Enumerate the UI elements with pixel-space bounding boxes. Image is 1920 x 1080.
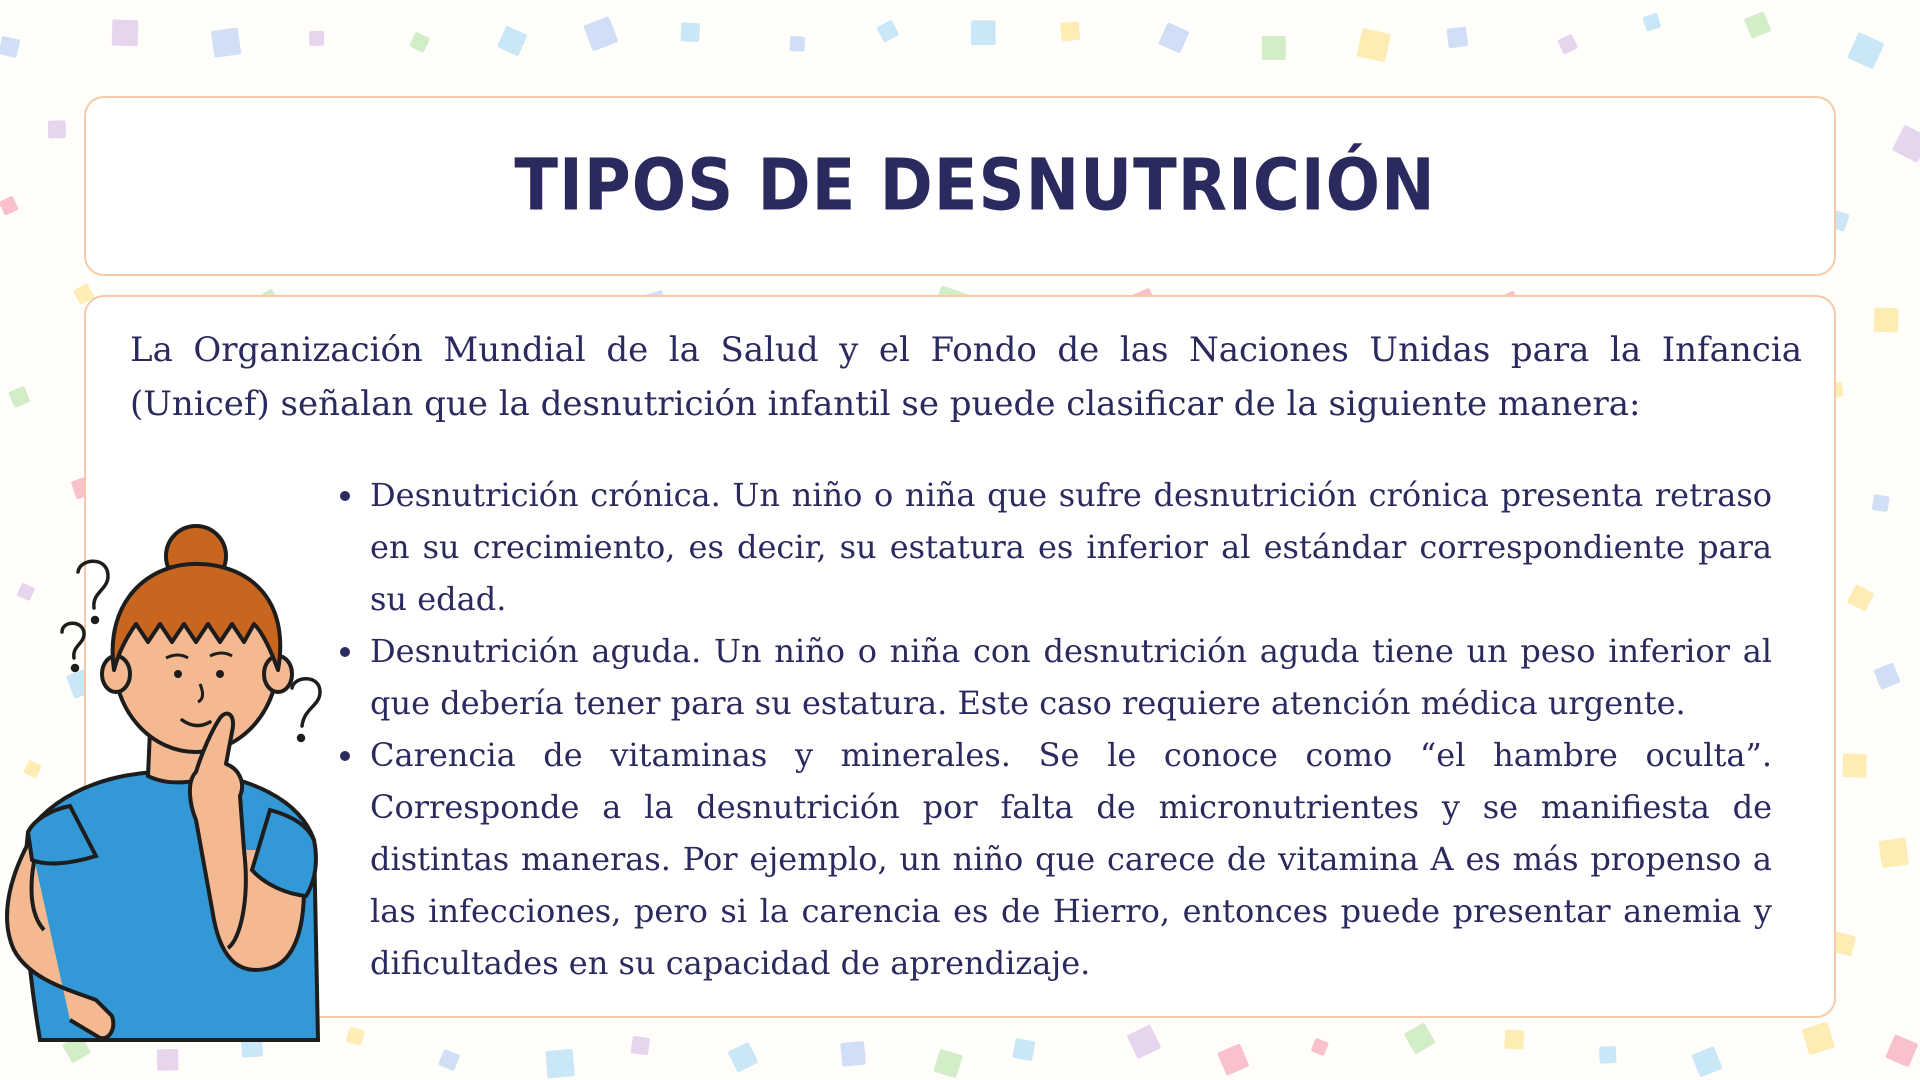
confetti-piece — [1557, 34, 1578, 55]
bullet-icon — [340, 491, 350, 501]
bullet-icon — [340, 647, 350, 657]
confetti-piece — [1060, 21, 1080, 41]
content-card — [84, 295, 1836, 1018]
confetti-piece — [630, 1036, 650, 1056]
list-item — [370, 469, 1772, 625]
confetti-piece — [1878, 837, 1909, 868]
confetti-piece — [1404, 1022, 1436, 1054]
confetti-piece — [346, 1027, 365, 1046]
confetti-piece — [1262, 36, 1286, 60]
confetti-piece — [1847, 32, 1884, 69]
confetti-piece — [876, 20, 899, 43]
bullet-icon — [340, 751, 350, 761]
confetti-piece — [971, 20, 996, 45]
confetti-piece — [933, 1049, 963, 1079]
confetti-piece — [0, 196, 19, 216]
confetti-piece — [1311, 1038, 1329, 1056]
confetti-piece — [48, 120, 66, 138]
confetti-piece — [409, 32, 430, 53]
confetti-piece — [840, 1041, 866, 1067]
confetti-piece — [1842, 753, 1866, 777]
slide-title: TIPOS DE DESNUTRICIÓN — [514, 144, 1436, 228]
confetti-piece — [8, 386, 31, 409]
confetti-piece — [1012, 1038, 1035, 1061]
confetti-piece — [728, 1042, 759, 1073]
confetti-piece — [1158, 22, 1189, 53]
malnutrition-types-list — [370, 469, 1772, 989]
confetti-piece — [0, 36, 20, 58]
confetti-piece — [680, 22, 700, 42]
confetti-piece — [583, 16, 618, 51]
confetti-piece — [1642, 13, 1661, 32]
confetti-piece — [211, 27, 242, 58]
title-card — [84, 96, 1836, 276]
confetti-piece — [1599, 1046, 1617, 1064]
confetti-piece — [309, 31, 324, 46]
list-item-text: Carencia de vitaminas y minerales. Se le conoce como “el hambre oculta”. Corresponde a la desnutrición por falta de micronutrientes y se manifiesta de distintas maneras. Por ejemplo, un niño que carece de vitamina A es más propenso a las infecciones, pero si la carencia es de Hierro, entonces puede presentar anemia y dificultades en su capacidad de aprendizaje. — [370, 736, 1772, 982]
confetti-piece — [1126, 1024, 1161, 1059]
confetti-piece — [1801, 1022, 1835, 1056]
confetti-piece — [1873, 662, 1901, 690]
list-item — [370, 729, 1772, 989]
confetti-piece — [789, 36, 805, 52]
confetti-piece — [112, 19, 139, 46]
confetti-piece — [497, 26, 528, 57]
confetti-piece — [1446, 26, 1468, 48]
confetti-piece — [1874, 307, 1899, 332]
list-item — [370, 625, 1772, 729]
confetti-piece — [1504, 1029, 1524, 1049]
list-item-text: Desnutrición aguda. Un niño o niña con desnutrición aguda tiene un peso inferior al que debería tener para su estatura. Este caso requiere atención médica urgente. — [370, 632, 1772, 722]
confetti-piece — [438, 1049, 460, 1071]
thinking-girl-illustration — [0, 520, 330, 1080]
confetti-piece — [1744, 11, 1772, 39]
confetti-piece — [545, 1049, 575, 1079]
intro-paragraph: La Organización Mundial de la Salud y el Fondo de las Naciones Unidas para la Infancia (Unicef) señalan que la desnutrición infantil se puede clasificar de la siguiente manera: — [130, 330, 1802, 424]
confetti-piece — [1691, 1046, 1723, 1078]
confetti-piece — [1885, 1034, 1918, 1067]
confetti-piece — [1847, 584, 1875, 612]
confetti-piece — [1892, 125, 1920, 163]
confetti-piece — [1356, 28, 1390, 62]
confetti-piece — [1872, 494, 1890, 512]
list-item-text: Desnutrición crónica. Un niño o niña que sufre desnutrición crónica presenta retraso en su crecimiento, es decir, su estatura es inferior al estándar correspondiente para su edad. — [370, 476, 1772, 618]
confetti-piece — [1217, 1043, 1249, 1075]
